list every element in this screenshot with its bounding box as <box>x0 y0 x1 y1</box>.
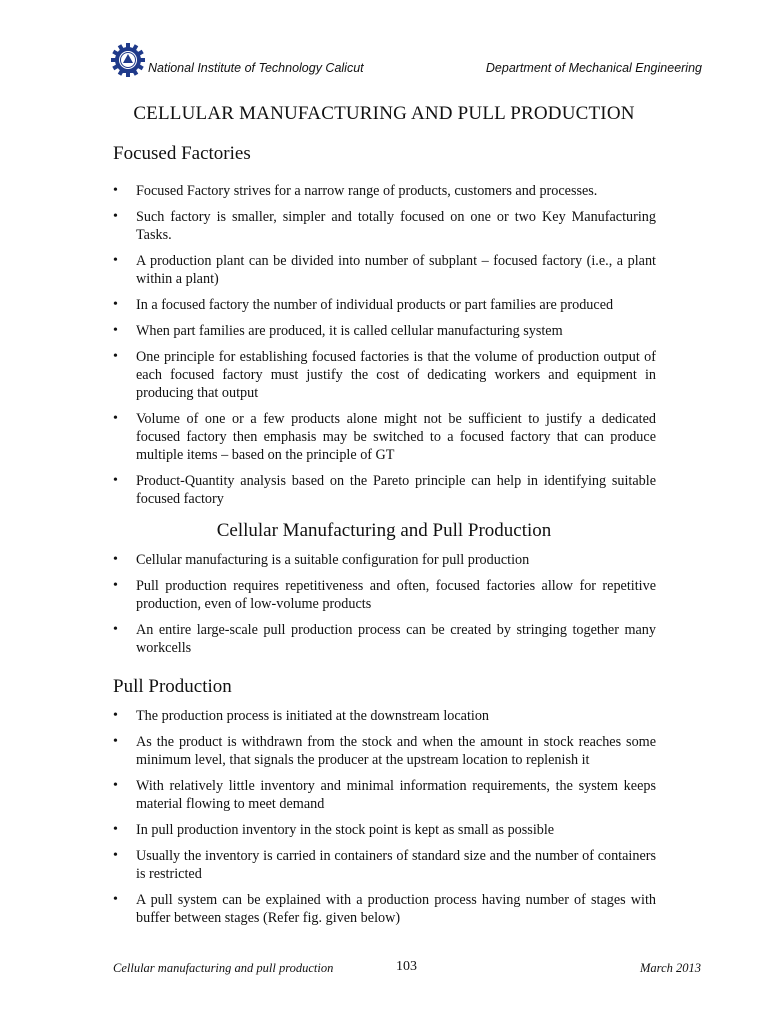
list-item: • Cellular manufacturing is a suitable configuration for pull production <box>113 552 530 568</box>
section-heading-cellular-manufacturing: Cellular Manufacturing and Pull Production <box>216 520 552 541</box>
bullet: • <box>113 848 118 863</box>
pull-production-list <box>113 707 656 935</box>
list-item: • Usually the inventory is carried in containers of standard size and the number of containers is restricted <box>113 848 656 882</box>
list-item: • Product-Quantity analysis based on the Pareto principle can help in identifying suitable focused factory <box>113 473 656 507</box>
list-item: • With relatively little inventory and minimal information requirements, the system keeps material flowing to meet demand <box>113 778 656 812</box>
bullet: • <box>113 778 118 793</box>
document-title: CELLULAR MANUFACTURING AND PULL PRODUCTION <box>133 103 635 124</box>
institute-name: National Institute of Technology Calicut <box>148 61 364 75</box>
page-number: 103 <box>396 959 417 974</box>
list-item: • As the product is withdrawn from the stock and when the amount in stock reaches some minimum level, that signals the producer at the upstream location to replenish it <box>113 734 656 768</box>
bullet: • <box>113 183 118 198</box>
list-item: • An entire large-scale pull production process can be created by stringing together many workcells <box>113 622 656 656</box>
focused-factories-list <box>113 182 656 516</box>
bullet: • <box>113 578 118 593</box>
list-item: • A production plant can be divided into number of subplant – focused factory (i.e., a plant within a plant) <box>113 253 656 287</box>
list-item: • In a focused factory the number of individual products or part families are produced <box>113 297 614 313</box>
nit-calicut-gear-logo-icon <box>110 42 146 78</box>
list-item: • Volume of one or a few products alone might not be sufficient to justify a dedicated focused factory then emphasis may be switched to a focused factory that can produce multiple items – based on the principle of GT <box>113 411 656 463</box>
list-item: • When part families are produced, it is called cellular manufacturing system <box>113 323 563 339</box>
bullet: • <box>113 253 118 268</box>
footer-chapter-title: Cellular manufacturing and pull production <box>113 961 334 975</box>
bullet: • <box>113 622 118 637</box>
list-item: • Such factory is smaller, simpler and totally focused on one or two Key Manufacturing Tasks. <box>113 209 656 243</box>
bullet: • <box>113 473 118 488</box>
section-heading-pull-production: Pull Production <box>113 676 232 697</box>
bullet: • <box>113 297 118 312</box>
list-item: • Pull production requires repetitiveness and often, focused factories allow for repetitive production, even of low-volume products <box>113 578 656 612</box>
bullet: • <box>113 892 118 907</box>
bullet: • <box>113 734 118 749</box>
footer-date: March 2013 <box>640 961 701 975</box>
department-name: Department of Mechanical Engineering <box>485 61 702 75</box>
cellular-manufacturing-list <box>113 551 656 665</box>
page-header <box>110 42 702 92</box>
list-item: • The production process is initiated at the downstream location <box>113 708 490 724</box>
page-footer <box>113 961 701 981</box>
list-item: • A pull system can be explained with a production process having number of stages with buffer between stages (Refer fig. given below) <box>113 892 656 926</box>
section-heading-focused-factories: Focused Factories <box>113 143 251 164</box>
list-item: • One principle for establishing focused factories is that the volume of production output of each focused factory must justify the cost of dedicating workers and equipment in producing that output <box>113 349 656 401</box>
bullet: • <box>113 323 118 338</box>
bullet: • <box>113 822 118 837</box>
bullet: • <box>113 209 118 224</box>
bullet: • <box>113 708 118 723</box>
bullet: • <box>113 349 118 364</box>
list-item: • In pull production inventory in the stock point is kept as small as possible <box>113 822 555 838</box>
bullet: • <box>113 552 118 567</box>
list-item: • Focused Factory strives for a narrow range of products, customers and processes. <box>113 183 598 199</box>
bullet: • <box>113 411 118 426</box>
